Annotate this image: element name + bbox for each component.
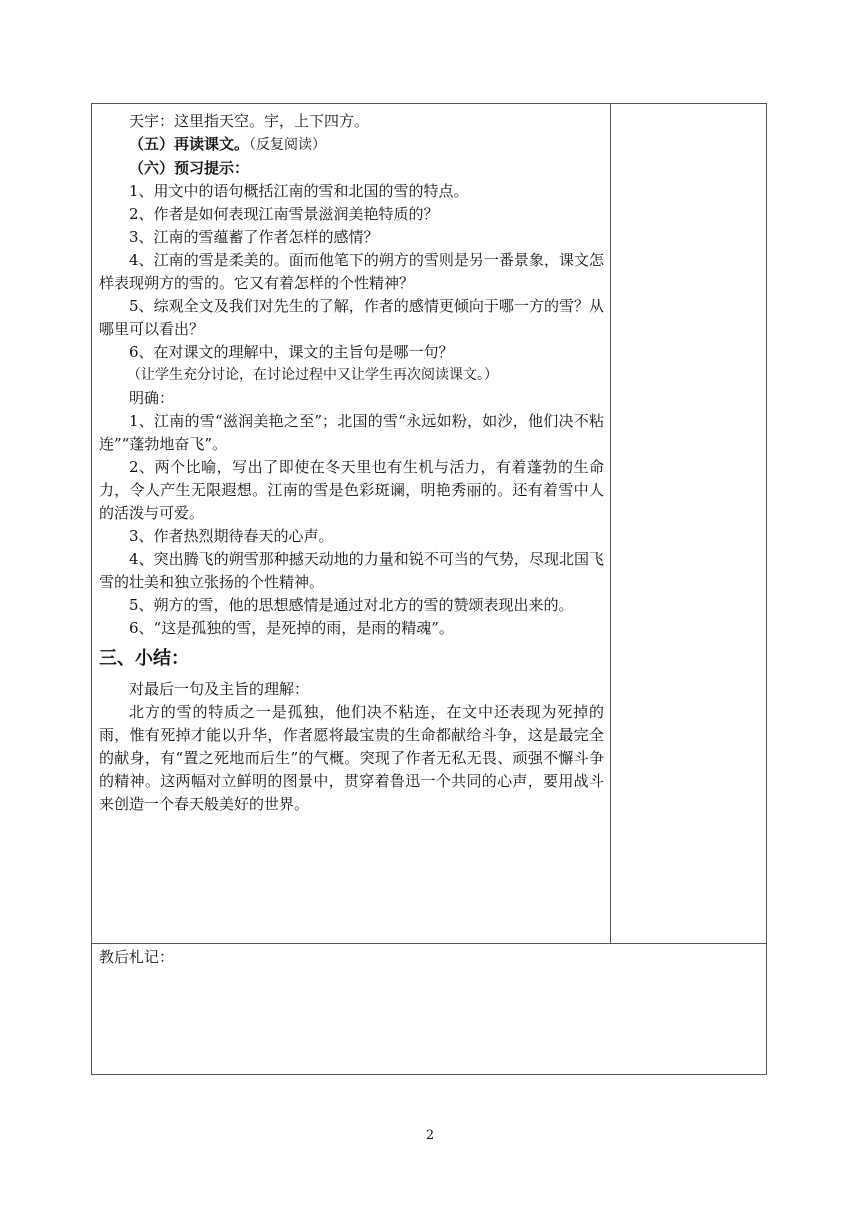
summary-line: 对最后一句及主旨的理解： <box>129 680 310 698</box>
text-line <box>99 157 604 180</box>
teaching-note: （让学生充分讨论，在讨论过程中又让学生再次阅读课文。） <box>127 367 498 383</box>
text-line: 5、综观全文及我们对先生的了解，作者的感情更倾向于哪一方的雪？从哪里可以看出？ <box>99 297 604 338</box>
text-line: 1、江南的雪“滋润美艳之至”；北国的雪“永远如粉，如沙，他们决不粘连”“蓬勃地奋飞”。 <box>99 412 604 453</box>
subheading: （六）预习提示： <box>129 159 250 177</box>
text-line: 3、江南的雪蕴蓄了作者怎样的感情？ <box>129 228 379 246</box>
row-divider <box>92 943 766 944</box>
text-line <box>99 133 604 157</box>
text-line: 明确： <box>129 389 175 407</box>
text-line: 6、在对课文的理解中，课文的主旨句是哪一句？ <box>129 343 454 361</box>
main-content-cell <box>99 110 604 816</box>
text-line: 2、作者是如何表现江南雪景滋润美艳特质的？ <box>129 205 439 223</box>
lesson-plan-table <box>91 103 767 1075</box>
text-line: 5、朔方的雪，他的思想感情是通过对北方的雪的赞颂表现出来的。 <box>129 596 574 614</box>
text-line: 4、突出腾飞的朔雪那种撼天动地的力量和锐不可当的气势，尽现北国飞雪的壮美和独立张扬的个性精神。 <box>99 550 604 591</box>
text-line: 6、“这是孤独的雪，是死掉的雨，是雨的精魂”。 <box>129 619 454 637</box>
text-line: 2、两个比喻，写出了即使在冬天里也有生机与活力，有着蓬勃的生命力，令人产生无限遐想。江南的雪是色彩斑谰，明艳秀丽的。还有着雪中人的活泼与可爱。 <box>99 458 604 522</box>
page-number: 2 <box>425 1128 435 1143</box>
column-divider <box>610 104 611 943</box>
text-line: 1、用文中的语句概括江南的雪和北国的雪的特点。 <box>129 182 469 200</box>
subheading: （五）再读课文。 <box>129 135 250 153</box>
section-heading: 三、小结： <box>99 648 189 669</box>
text-line: 4、江南的雪是柔美的。面而他笔下的朔方的雪则是另一番景象，课文怎样表现朔方的雪的。它又有着怎样的个性精神？ <box>99 251 604 292</box>
text-line: 天宇：这里指天空。宇，上下四方。 <box>129 112 370 130</box>
after-class-notes-label: 教后札记： <box>99 948 175 966</box>
text-line: 3、作者热烈期待春天的心声。 <box>129 527 334 545</box>
summary-paragraph: 北方的雪的特质之一是孤独，他们决不粘连，在文中还表现为死掉的雨，惟有死掉才能以升华，作者愿将最宝贵的生命都献给斗争，这是最完全的献身，有“置之死地而后生”的气概。突现了作者无私无畏、顽强不懈斗争的精神。这两幅对立鲜明的图景中，贯穿着鲁迅一个共同的心声，要用战斗来创造一个春天般美好的世界。 <box>99 703 604 813</box>
note: （反复阅读） <box>249 137 327 153</box>
